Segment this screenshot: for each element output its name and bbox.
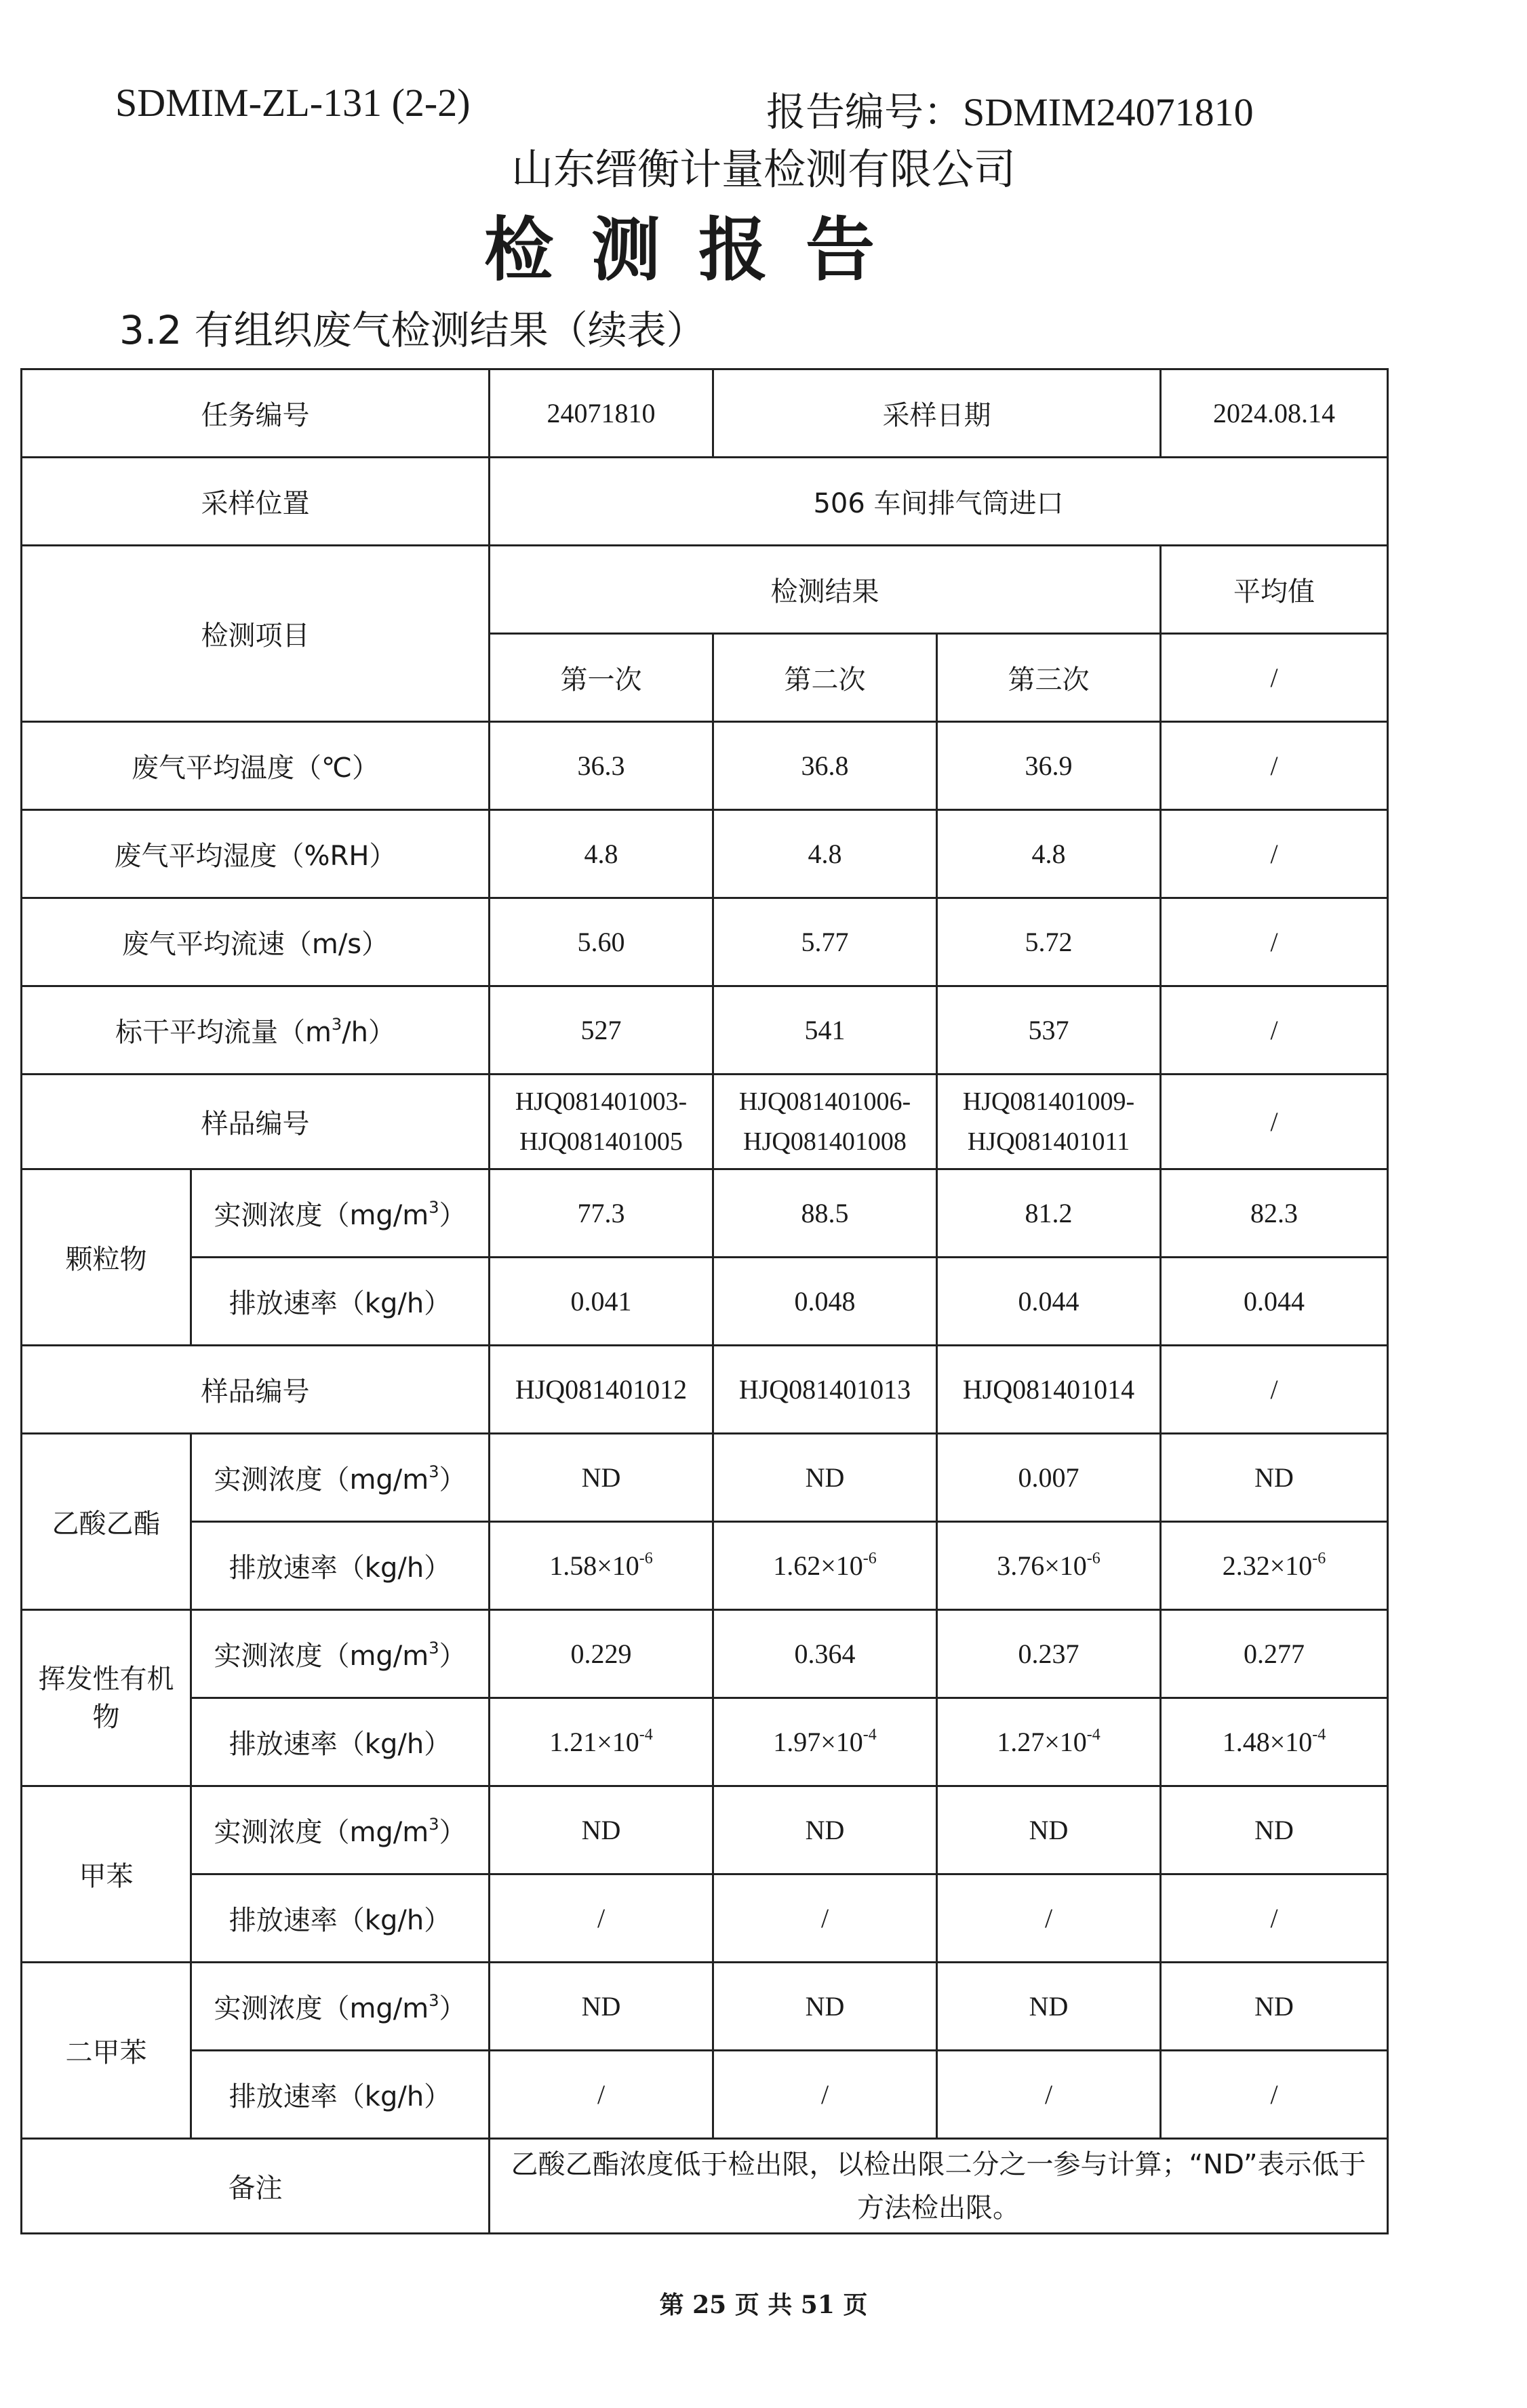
voc-conc-3: 0.237 xyxy=(937,1610,1161,1698)
sample-date-label: 采样日期 xyxy=(713,369,1161,458)
sample-no-label: 样品编号 xyxy=(22,1346,490,1434)
xylene-conc-2: ND xyxy=(713,1963,937,2051)
report-title: 检测报告 xyxy=(484,210,913,291)
sample-no-row-2 xyxy=(22,1346,1388,1434)
humidity-3: 4.8 xyxy=(937,810,1161,898)
task-no-label: 任务编号 xyxy=(22,369,490,458)
voc-rate-2: $1.97\times 10^{-4}$ xyxy=(713,1698,937,1786)
flow-3: 537 xyxy=(937,986,1161,1075)
task-no-value: 24071810 xyxy=(490,369,713,458)
velocity-2: 5.77 xyxy=(713,898,937,986)
voc-rate-3: $1.27\times 10^{-4}$ xyxy=(937,1698,1161,1786)
location-label: 采样位置 xyxy=(22,458,490,546)
rate-label: 排放速率（kg/h） xyxy=(191,2051,490,2139)
temp-avg: / xyxy=(1161,722,1388,810)
conc-label: 实测浓度$(mg/m^3)$ xyxy=(191,1434,490,1522)
velocity-label: 废气平均流速（m/s） xyxy=(22,898,490,986)
particulate-rate-3: 0.044 xyxy=(937,1258,1161,1346)
humidity-avg: / xyxy=(1161,810,1388,898)
particulate-rate-1: 0.041 xyxy=(490,1258,713,1346)
sample-no-2-3: HJQ081401014 xyxy=(937,1346,1161,1434)
sample-no-3: HJQ081401009- HJQ081401011 xyxy=(937,1075,1161,1169)
toluene-label: 甲苯 xyxy=(22,1786,191,1963)
sample-no-avg: / xyxy=(1161,1075,1388,1169)
document-code: SDMIM-ZL-131 (2-2) xyxy=(115,81,471,125)
toluene-conc-3: ND xyxy=(937,1786,1161,1874)
toluene-conc-1: ND xyxy=(490,1786,713,1874)
avg-label: 平均值 xyxy=(1161,546,1388,634)
toluene-rate-row xyxy=(22,1874,1388,1963)
avg-slash: / xyxy=(1161,634,1388,722)
xylene-rate-2: / xyxy=(713,2051,937,2139)
xylene-conc-avg: ND xyxy=(1161,1963,1388,2051)
flow-label: 标干平均流量$(m^3/h)$ xyxy=(22,986,490,1075)
header-row-1 xyxy=(22,546,1388,634)
temp-1: 36.3 xyxy=(490,722,713,810)
run1-label: 第一次 xyxy=(490,634,713,722)
task-row xyxy=(22,369,1388,458)
sample-no-2-avg: / xyxy=(1161,1346,1388,1434)
company-name: 山东缙衡计量检测有限公司 xyxy=(511,144,1016,194)
voc-conc-row xyxy=(22,1610,1388,1698)
particulate-rate-2: 0.048 xyxy=(713,1258,937,1346)
xylene-rate-1: / xyxy=(490,2051,713,2139)
voc-conc-avg: 0.277 xyxy=(1161,1610,1388,1698)
particulate-rate-avg: 0.044 xyxy=(1161,1258,1388,1346)
particulate-conc-2: 88.5 xyxy=(713,1169,937,1258)
voc-rate-1: $1.21\times 10^{-4}$ xyxy=(490,1698,713,1786)
location-row xyxy=(22,458,1388,546)
ethyl-acetate-label: 乙酸乙酯 xyxy=(22,1434,191,1610)
humidity-row xyxy=(22,810,1388,898)
velocity-row xyxy=(22,898,1388,986)
ethyl-acetate-conc-3: 0.007 xyxy=(937,1434,1161,1522)
xylene-label: 二甲苯 xyxy=(22,1963,191,2139)
ethyl-acetate-conc-2: ND xyxy=(713,1434,937,1522)
temp-2: 36.8 xyxy=(713,722,937,810)
xylene-conc-row xyxy=(22,1963,1388,2051)
toluene-conc-avg: ND xyxy=(1161,1786,1388,1874)
ethyl-acetate-rate-3: $3.76\times 10^{-6}$ xyxy=(937,1522,1161,1610)
velocity-1: 5.60 xyxy=(490,898,713,986)
temp-3: 36.9 xyxy=(937,722,1161,810)
particulate-conc-1: 77.3 xyxy=(490,1169,713,1258)
ethyl-acetate-conc-1: ND xyxy=(490,1434,713,1522)
rate-label: 排放速率（kg/h） xyxy=(191,1874,490,1963)
velocity-avg: / xyxy=(1161,898,1388,986)
toluene-rate-1: / xyxy=(490,1874,713,1963)
conc-label: 实测浓度$(mg/m^3)$ xyxy=(191,1786,490,1874)
particulate-conc-avg: 82.3 xyxy=(1161,1169,1388,1258)
xylene-conc-1: ND xyxy=(490,1963,713,2051)
flow-avg: / xyxy=(1161,986,1388,1075)
location-value: 506 车间排气筒进口 xyxy=(490,458,1388,546)
particulate-conc-row xyxy=(22,1169,1388,1258)
particulate-conc-3: 81.2 xyxy=(937,1169,1161,1258)
page-number: 第 25 页 共 51 页 xyxy=(659,2291,868,2319)
rate-label: 排放速率（kg/h） xyxy=(191,1522,490,1610)
humidity-1: 4.8 xyxy=(490,810,713,898)
sample-no-2: HJQ081401006- HJQ081401008 xyxy=(713,1075,937,1169)
toluene-rate-3: / xyxy=(937,1874,1161,1963)
ethyl-acetate-conc-row xyxy=(22,1434,1388,1522)
particulate-rate-row xyxy=(22,1258,1388,1346)
sample-no-1: HJQ081401003- HJQ081401005 xyxy=(490,1075,713,1169)
humidity-2: 4.8 xyxy=(713,810,937,898)
rate-label: 排放速率（kg/h） xyxy=(191,1698,490,1786)
ethyl-acetate-rate-row xyxy=(22,1522,1388,1610)
sample-no-row-1 xyxy=(22,1075,1388,1169)
ethyl-acetate-rate-2: $1.62\times 10^{-6}$ xyxy=(713,1522,937,1610)
rate-label: 排放速率（kg/h） xyxy=(191,1258,490,1346)
voc-conc-2: 0.364 xyxy=(713,1610,937,1698)
sample-no-2-2: HJQ081401013 xyxy=(713,1346,937,1434)
remark-label: 备注 xyxy=(22,2139,490,2234)
run3-label: 第三次 xyxy=(937,634,1161,722)
toluene-rate-2: / xyxy=(713,1874,937,1963)
voc-label: 挥发性有机物 xyxy=(22,1610,191,1786)
section-heading: 3.2 有组织废气检测结果（续表） xyxy=(119,307,706,353)
voc-conc-1: 0.229 xyxy=(490,1610,713,1698)
ethyl-acetate-rate-1: $1.58\times 10^{-6}$ xyxy=(490,1522,713,1610)
toluene-rate-avg: / xyxy=(1161,1874,1388,1963)
temp-label: 废气平均温度（℃） xyxy=(22,722,490,810)
flow-row xyxy=(22,986,1388,1075)
ethyl-acetate-rate-avg: $2.32\times 10^{-6}$ xyxy=(1161,1522,1388,1610)
sample-date-value: 2024.08.14 xyxy=(1161,369,1388,458)
remark-row xyxy=(22,2139,1388,2234)
run2-label: 第二次 xyxy=(713,634,937,722)
report-number: 报告编号：SDMIM24071810 xyxy=(766,90,1254,134)
voc-rate-row xyxy=(22,1698,1388,1786)
xylene-rate-3: / xyxy=(937,2051,1161,2139)
result-label: 检测结果 xyxy=(490,546,1161,634)
item-label: 检测项目 xyxy=(22,546,490,722)
remark-text: 乙酸乙酯浓度低于检出限，以检出限二分之一参与计算；“ND”表示低于方法检出限。 xyxy=(490,2139,1388,2234)
toluene-conc-row xyxy=(22,1786,1388,1874)
conc-label: 实测浓度$(mg/m^3)$ xyxy=(191,1610,490,1698)
toluene-conc-2: ND xyxy=(713,1786,937,1874)
particulate-label: 颗粒物 xyxy=(22,1169,191,1346)
sample-no-2-1: HJQ081401012 xyxy=(490,1346,713,1434)
xylene-rate-avg: / xyxy=(1161,2051,1388,2139)
sample-no-label: 样品编号 xyxy=(22,1075,490,1169)
ethyl-acetate-conc-avg: ND xyxy=(1161,1434,1388,1522)
voc-rate-avg: $1.48\times 10^{-4}$ xyxy=(1161,1698,1388,1786)
flow-1: 527 xyxy=(490,986,713,1075)
conc-label: 实测浓度$(mg/m^3)$ xyxy=(191,1169,490,1258)
xylene-conc-3: ND xyxy=(937,1963,1161,2051)
temp-row xyxy=(22,722,1388,810)
results-table xyxy=(20,368,1389,2234)
flow-2: 541 xyxy=(713,986,937,1075)
velocity-3: 5.72 xyxy=(937,898,1161,986)
humidity-label: 废气平均湿度（%RH） xyxy=(22,810,490,898)
conc-label: 实测浓度$(mg/m^3)$ xyxy=(191,1963,490,2051)
xylene-rate-row xyxy=(22,2051,1388,2139)
